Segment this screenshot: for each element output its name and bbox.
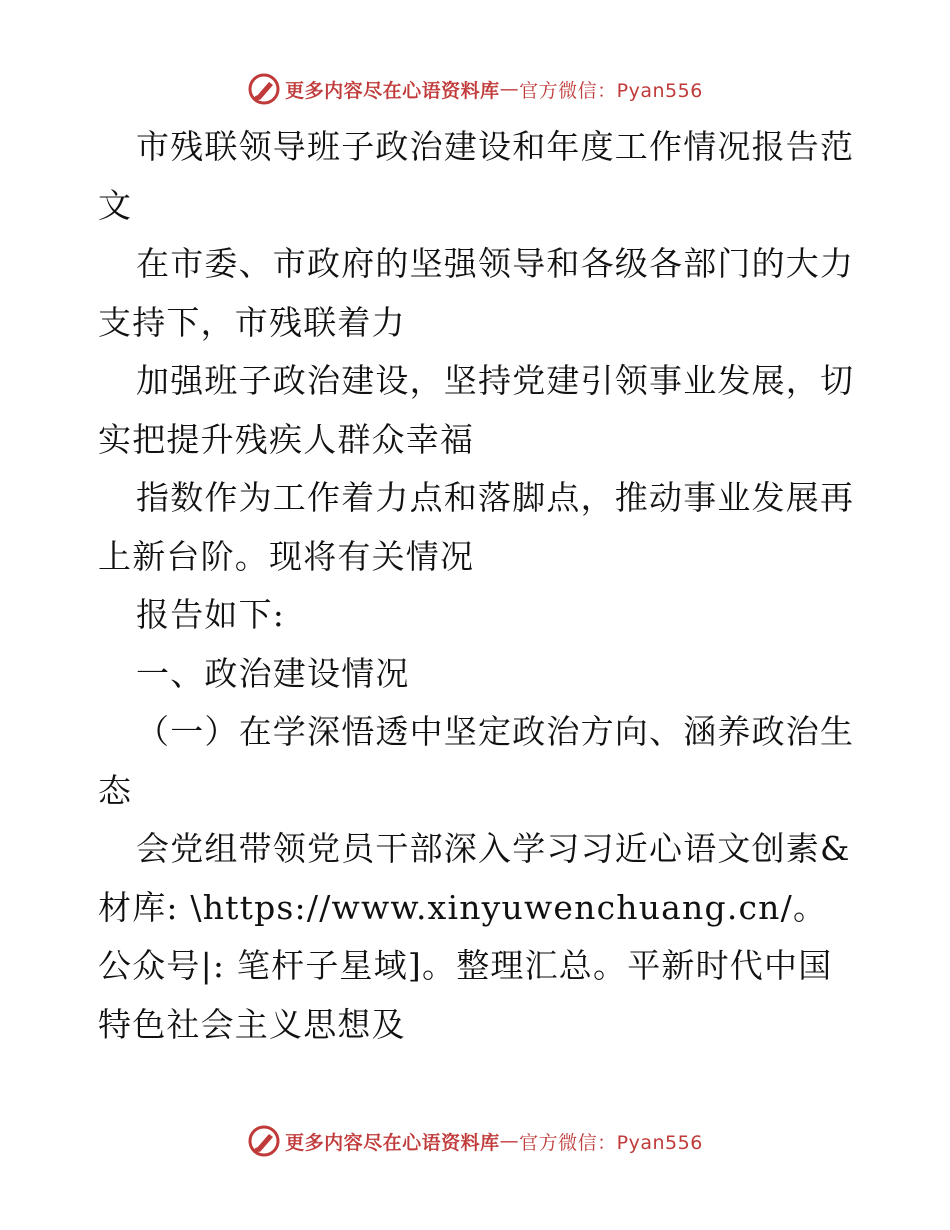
paragraph: 加强班子政治建设，坚持党建引领事业发展，切实把提升残疾人群众幸福 [98, 361, 855, 459]
header-watermark [0, 72, 950, 106]
document-body [98, 118, 858, 1054]
watermark-site-text: 更多内容尽在心语资料库 [285, 79, 500, 102]
paragraph: 会党组带领党员干部深入学习习近心语文创素&材库: \https://www.xinyuwenchuang.cn/。公众号|: 笔杆子星域]。整理汇总。平新时代中国特色社会主义思想及 [98, 829, 851, 1044]
subsection-heading: （一）在学深悟透中坚定政治方向、涵养政治生态 [98, 712, 855, 810]
paragraph: 报告如下: [136, 595, 286, 634]
watermark-separator: — [499, 1130, 520, 1152]
section-heading: 一、政治建设情况 [136, 653, 410, 693]
pen-logo-icon [247, 1124, 281, 1158]
watermark-separator: — [499, 78, 520, 100]
paragraph: 指数作为工作着力点和落脚点，推动事业发展再上新台阶。现将有关情况 [98, 478, 855, 576]
watermark-wechat: 官方微信：Pyan556 [519, 1131, 703, 1154]
footer-watermark [0, 1124, 950, 1158]
pen-logo-icon [247, 72, 281, 106]
watermark-wechat: 官方微信：Pyan556 [519, 79, 703, 102]
watermark-site-text: 更多内容尽在心语资料库 [285, 1131, 500, 1154]
document-title: 市残联领导班子政治建设和年度工作情况报告范文 [98, 127, 855, 225]
paragraph: 在市委、市政府的坚强领导和各级各部门的大力支持下，市残联着力 [98, 244, 855, 342]
